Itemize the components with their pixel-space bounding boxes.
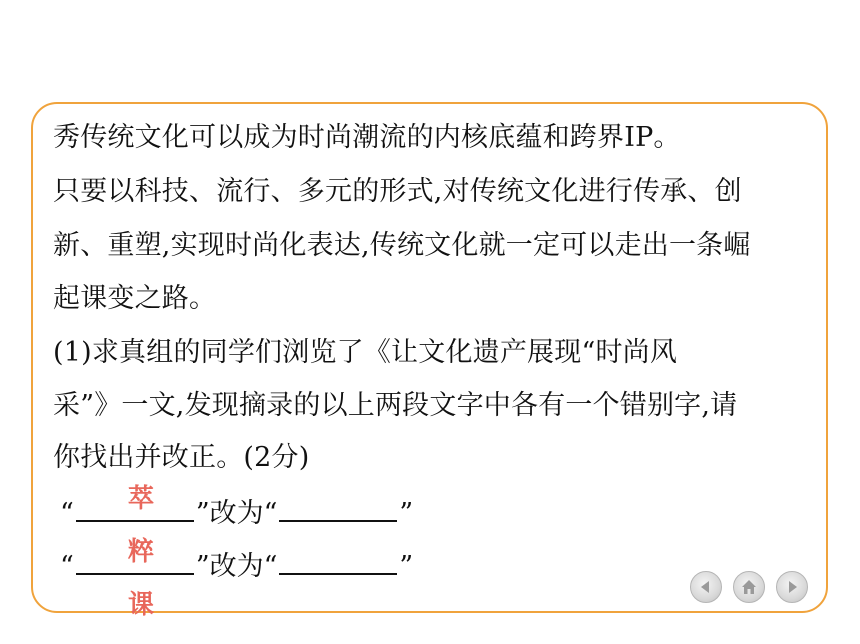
next-arrow-icon — [782, 577, 802, 597]
blank-correct-char-1[interactable] — [279, 494, 397, 522]
close-quote: ” — [399, 551, 414, 582]
open-quote: “ — [60, 551, 74, 582]
blank-correct-char-2[interactable] — [279, 547, 397, 575]
home-button[interactable] — [733, 571, 765, 603]
next-page-button[interactable] — [776, 571, 808, 603]
question-line-2: 采”》一文,发现摘录的以上两段文字中各有一个错别字,请 — [53, 390, 738, 421]
change-to-label: ”改为“ — [195, 551, 278, 582]
answer-row-2 — [60, 547, 413, 584]
open-quote: “ — [60, 498, 74, 529]
text-line-1: 秀传统文化可以成为时尚潮流的内核底蕴和跨界IP。 — [53, 122, 681, 153]
close-quote: ” — [399, 498, 414, 529]
text-line-2: 只要以科技、流行、多元的形式,对传统文化进行传承、创 — [53, 176, 742, 207]
answer-char-3: 课 — [128, 590, 155, 620]
prev-arrow-icon — [696, 577, 716, 597]
answer-row-1 — [60, 494, 413, 531]
prev-page-button[interactable] — [690, 571, 722, 603]
answer-char-2: 粹 — [128, 537, 155, 567]
home-icon — [739, 577, 759, 597]
text-line-4: 起课变之路。 — [53, 283, 217, 314]
text-line-3: 新、重塑,实现时尚化表达,传统文化就一定可以走出一条崛 — [53, 230, 751, 261]
answer-char-1: 萃 — [128, 484, 155, 514]
question-line-3: 你找出并改正。(2分) — [53, 442, 310, 473]
change-to-label: ”改为“ — [195, 498, 278, 529]
question-line-1: (1)求真组的同学们浏览了《让文化遗产展现“时尚风 — [53, 337, 678, 368]
